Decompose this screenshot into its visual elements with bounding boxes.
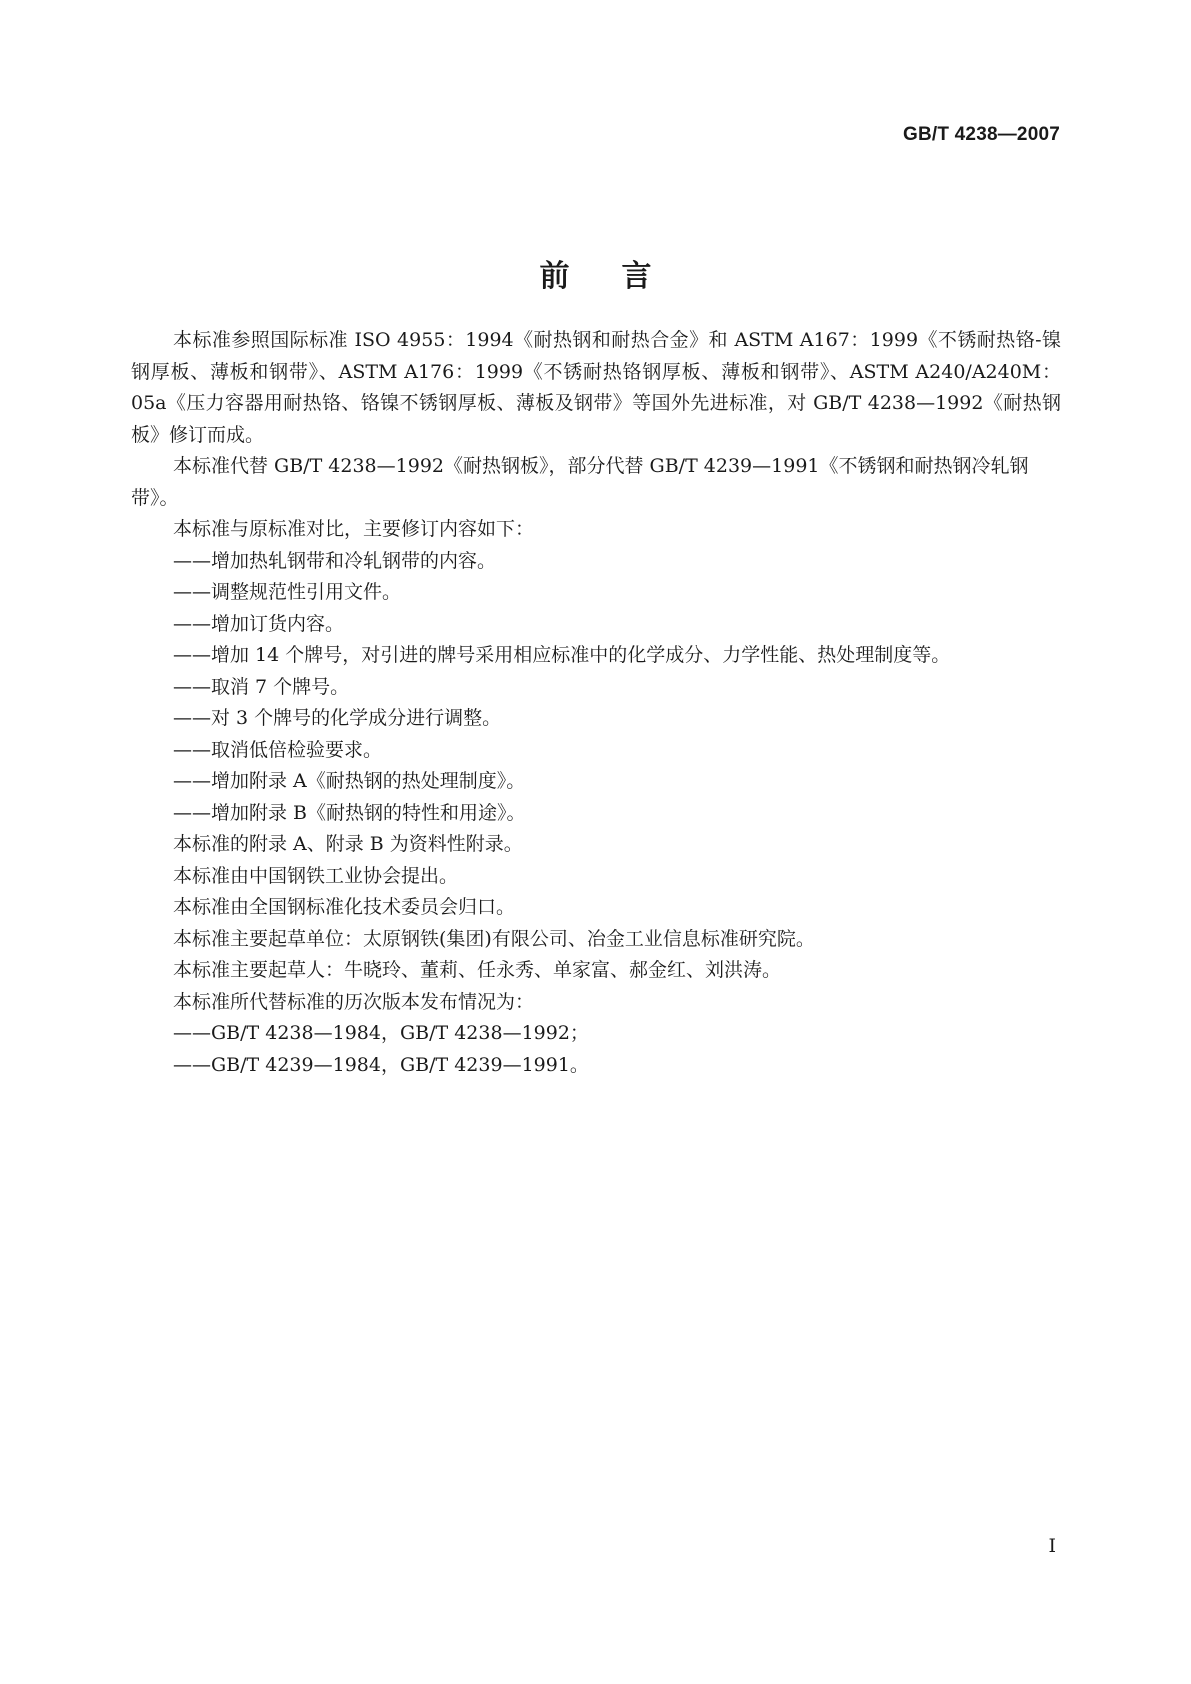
list-item: ——GB/T 4238—1984，GB/T 4238—1992； [173,1022,589,1044]
standard-code: GB/T 4238—2007 [903,124,1060,145]
paragraph-proposed-by: 本标准由中国钢铁工业协会提出。 [173,864,459,887]
list-item: ——对 3 个牌号的化学成分进行调整。 [173,707,502,729]
list-item: ——增加 14 个牌号，对引进的牌号采用相应标准中的化学成分、力学性能、热处理制度等。 [173,644,951,666]
list-item: ——增加热轧钢带和冷轧钢带的内容。 [173,549,497,572]
list-item: ——增加附录 B《耐热钢的特性和用途》。 [173,801,526,824]
paragraph-revision-intro: 本标准与原标准对比，主要修订内容如下： [173,518,535,540]
paragraph-managed-by: 本标准由全国钢标准化技术委员会归口。 [173,896,516,918]
list-item: ——增加订货内容。 [173,612,345,635]
list-item: ——取消 7 个牌号。 [173,675,350,698]
paragraph-replacement: 本标准代替 GB/T 4238—1992《耐热钢板》，部分代替 GB/T 4239—1991《不锈钢和耐热钢冷轧钢带》。 [131,455,1029,509]
paragraph-drafters: 本标准主要起草人：牛晓玲、董莉、任永秀、单家富、郝金红、刘洪涛。 [173,959,782,981]
paragraph-appendix: 本标准的附录 A、附录 B 为资料性附录。 [173,833,523,855]
page-number: I [1048,1535,1056,1557]
list-item: ——调整规范性引用文件。 [173,581,402,603]
foreword-body [131,325,1061,1081]
page-title: 前言 [539,259,704,295]
paragraph-history-intro: 本标准所代替标准的历次版本发布情况为： [173,990,535,1013]
paragraph-reference-standards: 本标准参照国际标准 ISO 4955：1994《耐热钢和耐热合金》和 ASTM A167：1999《不锈耐热铬-镍钢厚板、薄板和钢带》、ASTM A176：1999《不锈耐热铬钢厚板、薄板和钢带》、ASTM A240/A240M：05a《压力容器用耐热铬、铬镍不锈钢厚板、薄板及钢带》等国外先进标准，对 GB/T 4238—1992《耐热钢板》修订而成。 [131,329,1061,446]
list-item: ——取消低倍检验要求。 [173,738,383,761]
list-item: ——GB/T 4239—1984，GB/T 4239—1991。 [173,1053,589,1076]
paragraph-drafting-units: 本标准主要起草单位：太原钢铁(集团)有限公司、冶金工业信息标准研究院。 [173,927,815,950]
history-list [131,1018,1061,1081]
revision-list [131,546,1061,830]
list-item: ——增加附录 A《耐热钢的热处理制度》。 [173,770,526,792]
